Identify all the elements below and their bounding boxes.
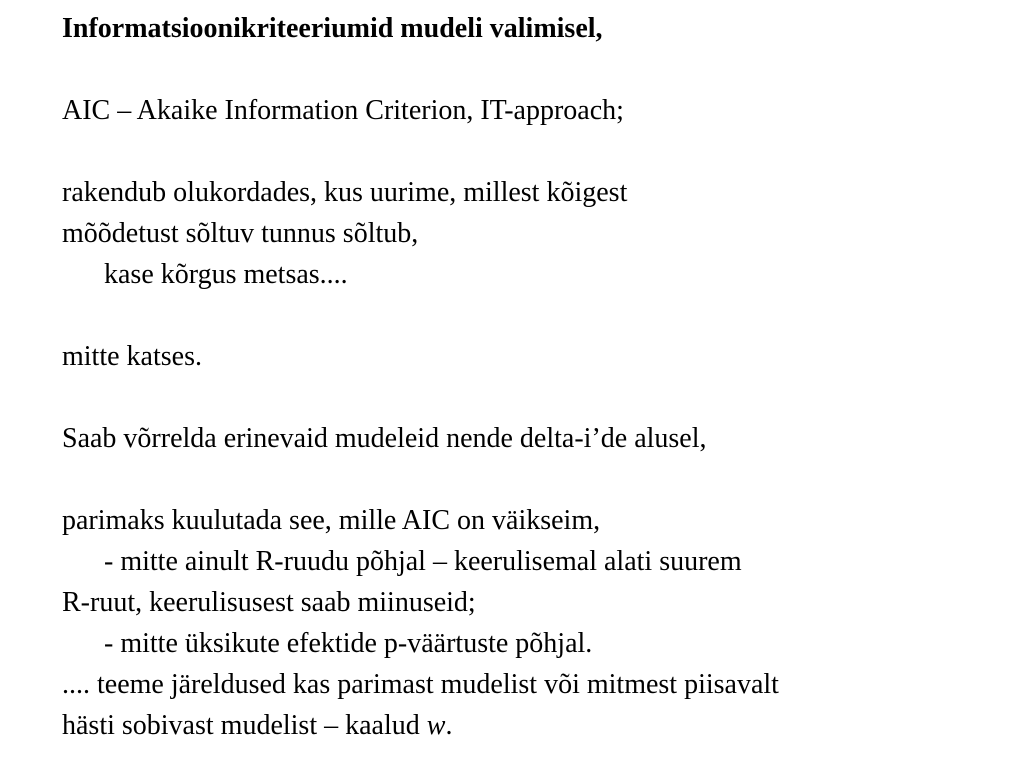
conclusion-line-2 — [62, 705, 1002, 746]
spacer — [62, 377, 1002, 418]
applies-text-line-1: rakendub olukordades, kus uurime, millest kõigest — [62, 177, 628, 208]
conclusion-line-1: .... teeme järeldused kas parimast mudelist või mitmest piisavalt — [62, 669, 779, 700]
slide-title: Informatsioonikriteeriumid mudeli valimisel, — [62, 13, 603, 44]
spacer — [62, 131, 1002, 172]
aic-definition: AIC – Akaike Information Criterion, IT-approach; — [62, 95, 624, 126]
best-model-text: parimaks kuulutada see, mille AIC on väikseim, — [62, 505, 601, 536]
bullet-r-squared-line-1: - mitte ainult R-ruudu põhjal – keerulisemal alati suurem — [104, 546, 742, 577]
conclusion-prefix: hästi sobivast mudelist – kaalud — [62, 710, 427, 741]
conclusion-suffix: . — [445, 710, 453, 741]
spacer — [62, 295, 1002, 336]
slide-content — [62, 8, 1002, 746]
weights-symbol: w — [426, 710, 446, 741]
example-text: kase kõrgus metsas.... — [104, 259, 348, 290]
bullet-r-squared-line-2: R-ruut, keerulisusest saab miinuseid; — [62, 587, 476, 618]
applies-text-line-2: mõõdetust sõltuv tunnus sõltub, — [62, 218, 419, 249]
spacer — [62, 49, 1002, 90]
bullet-p-values: - mitte üksikute efektide p-väärtuste põhjal. — [104, 628, 593, 659]
spacer — [62, 459, 1002, 500]
not-experiment-text: mitte katses. — [62, 341, 202, 372]
compare-text: Saab võrrelda erinevaid mudeleid nende delta-i’de alusel, — [62, 423, 707, 454]
